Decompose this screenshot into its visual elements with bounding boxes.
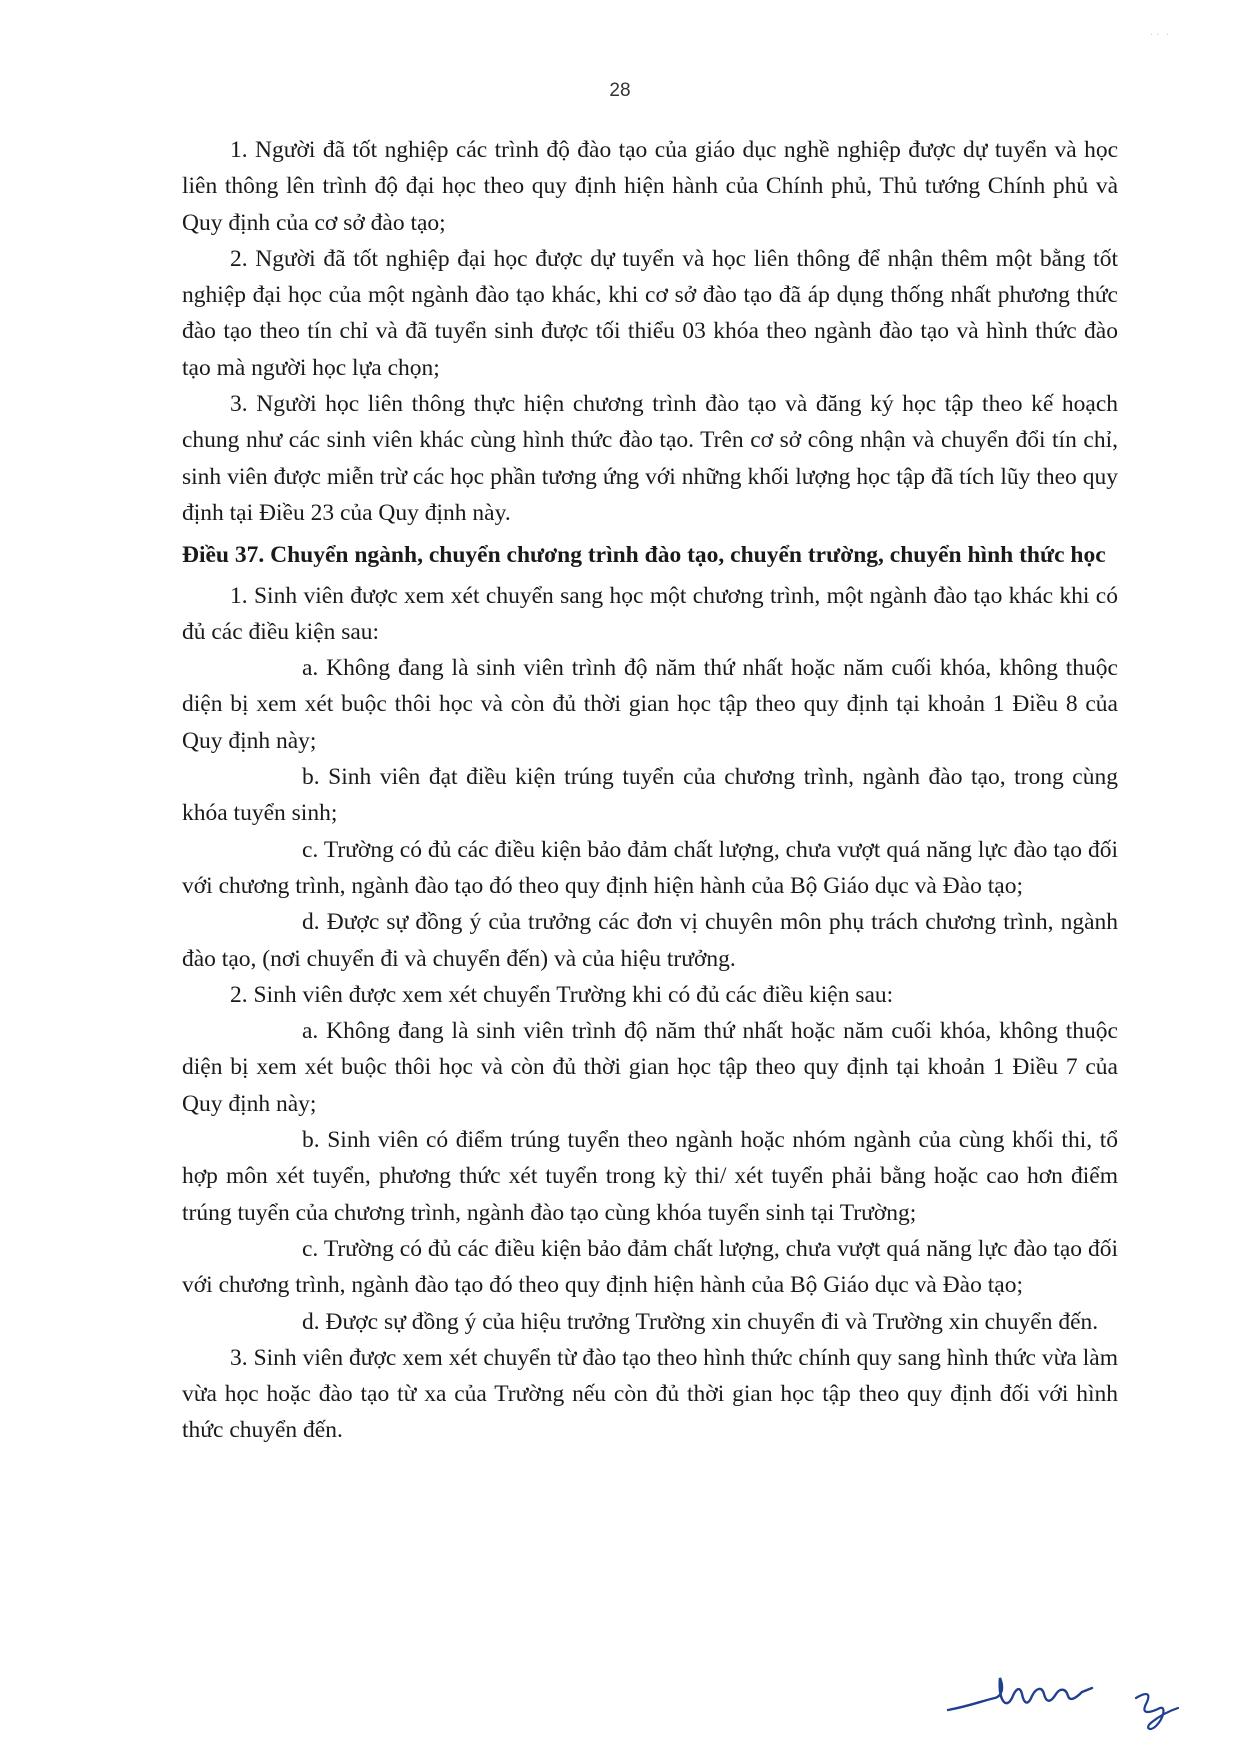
signature-stroke-initials bbox=[1136, 1694, 1178, 1729]
clause-3: 3. Sinh viên được xem xét chuyển từ đào tạo theo hình thức chính quy sang hình thức vừa làm vừa học hoặc đào tạo từ xa của Trường nếu còn đủ thời gian học tập theo quy định đối với hình thức chuyển đến. bbox=[182, 1344, 1118, 1444]
clause-2-item-c: c. Trường có đủ các điều kiện bảo đảm chất lượng, chưa vượt quá năng lực đào tạo đối với chương trình, ngành đào tạo đó theo quy định hiện hành của Bộ Giáo dục và Đào tạo; bbox=[182, 1235, 1118, 1299]
clause-1-item-a: a. Không đang là sinh viên trình độ năm thứ nhất hoặc năm cuối khóa, không thuộc diện bị xem xét buộc thôi học và còn đủ thời gian học tập theo quy định tại khoản 1 Điều 8 của Quy định này; bbox=[182, 655, 1118, 754]
clause-1-item-d: d. Được sự đồng ý của trưởng các đơn vị chuyên môn phụ trách chương trình, ngành đào tạo, (nơi chuyển đi và chuyển đến) và của hiệu trưởng. bbox=[182, 909, 1118, 972]
handwritten-signature bbox=[940, 1648, 1220, 1748]
signature-stroke-main bbox=[948, 1678, 1092, 1710]
clause-1-item-c: c. Trường có đủ các điều kiện bảo đảm chất lượng, chưa vượt quá năng lực đào tạo đối với chương trình, ngành đào tạo đó theo quy định hiện hành của Bộ Giáo dục và Đào tạo; bbox=[182, 836, 1118, 899]
paragraph: 2. Người đã tốt nghiệp đại học được dự tuyển và học liên thông để nhận thêm một bằng tốt nghiệp đại học của một ngành đào tạo khác, khi cơ sở đào tạo đã áp dụng thống nhất phương thức đào tạo theo tín chỉ và đã tuyển sinh được tối thiểu 03 khóa theo ngành đào tạo và hình thức đào tạo mà người học lựa chọn; bbox=[182, 245, 1118, 381]
paragraph: 3. Người học liên thông thực hiện chương trình đào tạo và đăng ký học tập theo kế hoạch chung như các sinh viên khác cùng hình thức đào tạo. Trên cơ sở công nhận và chuyển đổi tín chỉ, sinh viên được miễn trừ các học phần tương ứng với những khối lượng học tập đã tích lũy theo quy định tại Điều 23 của Quy định này. bbox=[182, 391, 1118, 526]
clause-2-item-b: b. Sinh viên có điểm trúng tuyển theo ngành hoặc nhóm ngành của cùng khối thi, tổ hợp môn xét tuyển, phương thức xét tuyển trong kỳ thi/ xét tuyển phải bằng hoặc cao hơn điểm trúng tuyển của chương trình, ngành đào tạo cùng khóa tuyển sinh tại Trường; bbox=[182, 1127, 1118, 1226]
clause-2: 2. Sinh viên được xem xét chuyển Trường khi có đủ các điều kiện sau: bbox=[230, 981, 894, 1008]
page-number: 28 bbox=[609, 80, 631, 101]
clause-1-item-b: b. Sinh viên đạt điều kiện trúng tuyển của chương trình, ngành đào tạo, trong cùng khóa tuyển sinh; bbox=[182, 764, 1118, 827]
paragraph: 1. Người đã tốt nghiệp các trình độ đào tạo của giáo dục nghề nghiệp được dự tuyển và học liên thông lên trình độ đại học theo quy định hiện hành của Chính phủ, Thủ tướng Chính phủ và Quy định của cơ sở đào tạo; bbox=[182, 137, 1118, 236]
clause-2-item-d: d. Được sự đồng ý của hiệu trưởng Trường xin chuyển đi và Trường xin chuyển đến. bbox=[302, 1308, 1099, 1335]
clause-2-item-a: a. Không đang là sinh viên trình độ năm thứ nhất hoặc năm cuối khóa, không thuộc diện bị xem xét buộc thôi học và còn đủ thời gian học tập theo quy định tại khoản 1 Điều 7 của Quy định này; bbox=[182, 1018, 1118, 1117]
article-title: Điều 37. Chuyển ngành, chuyển chương trình đào tạo, chuyển trường, chuyển hình thức học bbox=[182, 542, 1106, 569]
scan-artifact: · · · bbox=[1150, 30, 1170, 41]
clause-1: 1. Sinh viên được xem xét chuyển sang học một chương trình, một ngành đào tạo khác khi có đủ các điều kiện sau: bbox=[182, 582, 1118, 645]
document-body bbox=[182, 132, 1118, 1449]
